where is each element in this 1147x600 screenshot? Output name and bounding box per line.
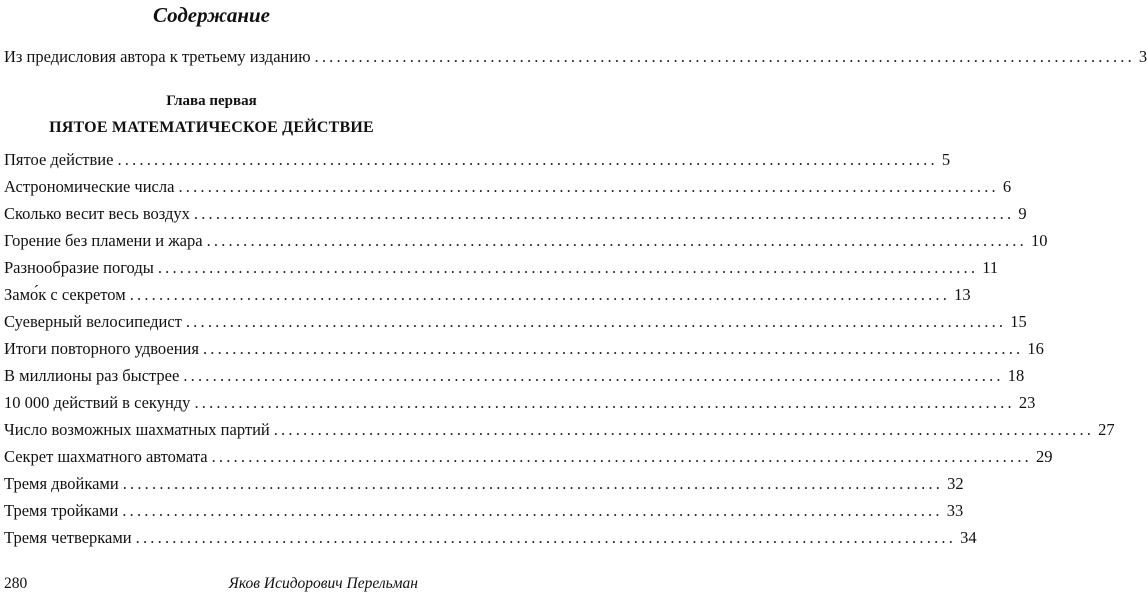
toc-entry[interactable] — [4, 473, 964, 495]
toc-entry[interactable] — [4, 419, 1115, 441]
page-footer — [4, 573, 418, 595]
toc-entry-page: 13 — [954, 285, 971, 304]
toc-entry-label: Сколько весит весь воздух — [4, 204, 190, 223]
toc-entry-page: 5 — [941, 150, 951, 169]
dot-leader: ................................................................................................................ — [135, 528, 957, 547]
toc-entry-label: Секрет шахматного автомата — [4, 447, 208, 466]
dot-leader: ................................................................................................................ — [122, 474, 944, 493]
toc-entry-page: 32 — [947, 474, 964, 493]
toc-entry-page: 15 — [1010, 312, 1027, 331]
dot-leader: ................................................................................................................ — [129, 285, 951, 304]
toc-entry[interactable] — [4, 149, 951, 171]
dot-leader: ................................................................................................................ — [185, 312, 1007, 331]
toc-entry-label: Итоги повторного удвоения — [4, 339, 199, 358]
toc-entry-page: 34 — [960, 528, 977, 547]
toc-entry[interactable] — [4, 446, 1053, 468]
toc-entry-label: Суеверный велосипедист — [4, 312, 182, 331]
toc-entry-page: 27 — [1098, 420, 1115, 439]
chapter-title: ПЯТОЕ МАТЕМАТИЧЕСКОЕ ДЕЙСТВИЕ — [49, 119, 374, 136]
toc-entry-label: Тремя двойками — [4, 474, 119, 493]
toc-entry-page: 16 — [1027, 339, 1044, 358]
footer-author: Яков Исидорович Перельман — [228, 575, 418, 592]
toc-entry-label: Астрономические числа — [4, 177, 175, 196]
chapter-label: Глава первая — [166, 93, 257, 109]
dot-leader: ................................................................................................................ — [122, 501, 943, 520]
toc-entry-page: 3 — [1138, 47, 1147, 66]
dot-leader: ................................................................................................................ — [193, 204, 1015, 223]
footer-page-number: 280 — [4, 575, 28, 592]
toc-entry-label: Тремя четверками — [4, 528, 132, 547]
toc-entry-page: 11 — [982, 258, 999, 277]
toc-entry-label: Горение без пламени и жара — [4, 231, 203, 250]
toc-entry[interactable] — [4, 284, 971, 306]
toc-entry-label: Разнообразие погоды — [4, 258, 154, 277]
toc-entry-page: 6 — [1002, 177, 1012, 196]
dot-leader: ................................................................................................................ — [194, 393, 1015, 412]
toc-entry-label: В миллионы раз быстрее — [4, 366, 180, 385]
toc-entry[interactable] — [4, 500, 964, 522]
dot-leader: ................................................................................................................ — [314, 47, 1135, 66]
toc-entry[interactable] — [4, 338, 1044, 360]
toc-entry[interactable] — [4, 392, 1036, 414]
toc-entry-label: Пятое действие — [4, 150, 114, 169]
toc-entry-preface[interactable] — [4, 46, 1147, 68]
toc-entry-page: 23 — [1018, 393, 1036, 412]
toc-entry-page: 33 — [946, 501, 964, 520]
toc-entry[interactable] — [4, 527, 977, 549]
page-title: Содержание — [153, 3, 270, 27]
dot-leader: ................................................................................................................ — [157, 258, 979, 277]
toc-entry[interactable] — [4, 230, 1048, 252]
toc-entry-page: 18 — [1007, 366, 1025, 385]
dot-leader: ................................................................................................................ — [202, 339, 1024, 358]
toc-entry[interactable] — [4, 311, 1027, 333]
dot-leader: ................................................................................................................ — [117, 150, 938, 169]
dot-leader: ................................................................................................................ — [178, 177, 999, 196]
toc-entry-label: Тремя тройками — [4, 501, 119, 520]
toc-entry-page: 29 — [1035, 447, 1053, 466]
toc-entry[interactable] — [4, 203, 1027, 225]
toc-entry-label: Из предисловия автора к третьему изданию — [4, 47, 311, 66]
toc-entry-label: Число возможных шахматных партий — [4, 420, 270, 439]
toc-entry-page: 9 — [1018, 204, 1027, 223]
toc-entry-label: 10 000 действий в секунду — [4, 393, 191, 412]
dot-leader: ................................................................................................................ — [273, 420, 1095, 439]
dot-leader: ................................................................................................................ — [211, 447, 1032, 466]
toc-entry[interactable] — [4, 176, 1012, 198]
toc-entry[interactable] — [4, 365, 1025, 387]
dot-leader: ................................................................................................................ — [183, 366, 1004, 385]
dot-leader: ................................................................................................................ — [206, 231, 1027, 250]
toc-entry[interactable] — [4, 257, 999, 279]
toc-entry-page: 10 — [1030, 231, 1048, 250]
toc-entry-label: Замо́к с секретом — [4, 285, 126, 304]
